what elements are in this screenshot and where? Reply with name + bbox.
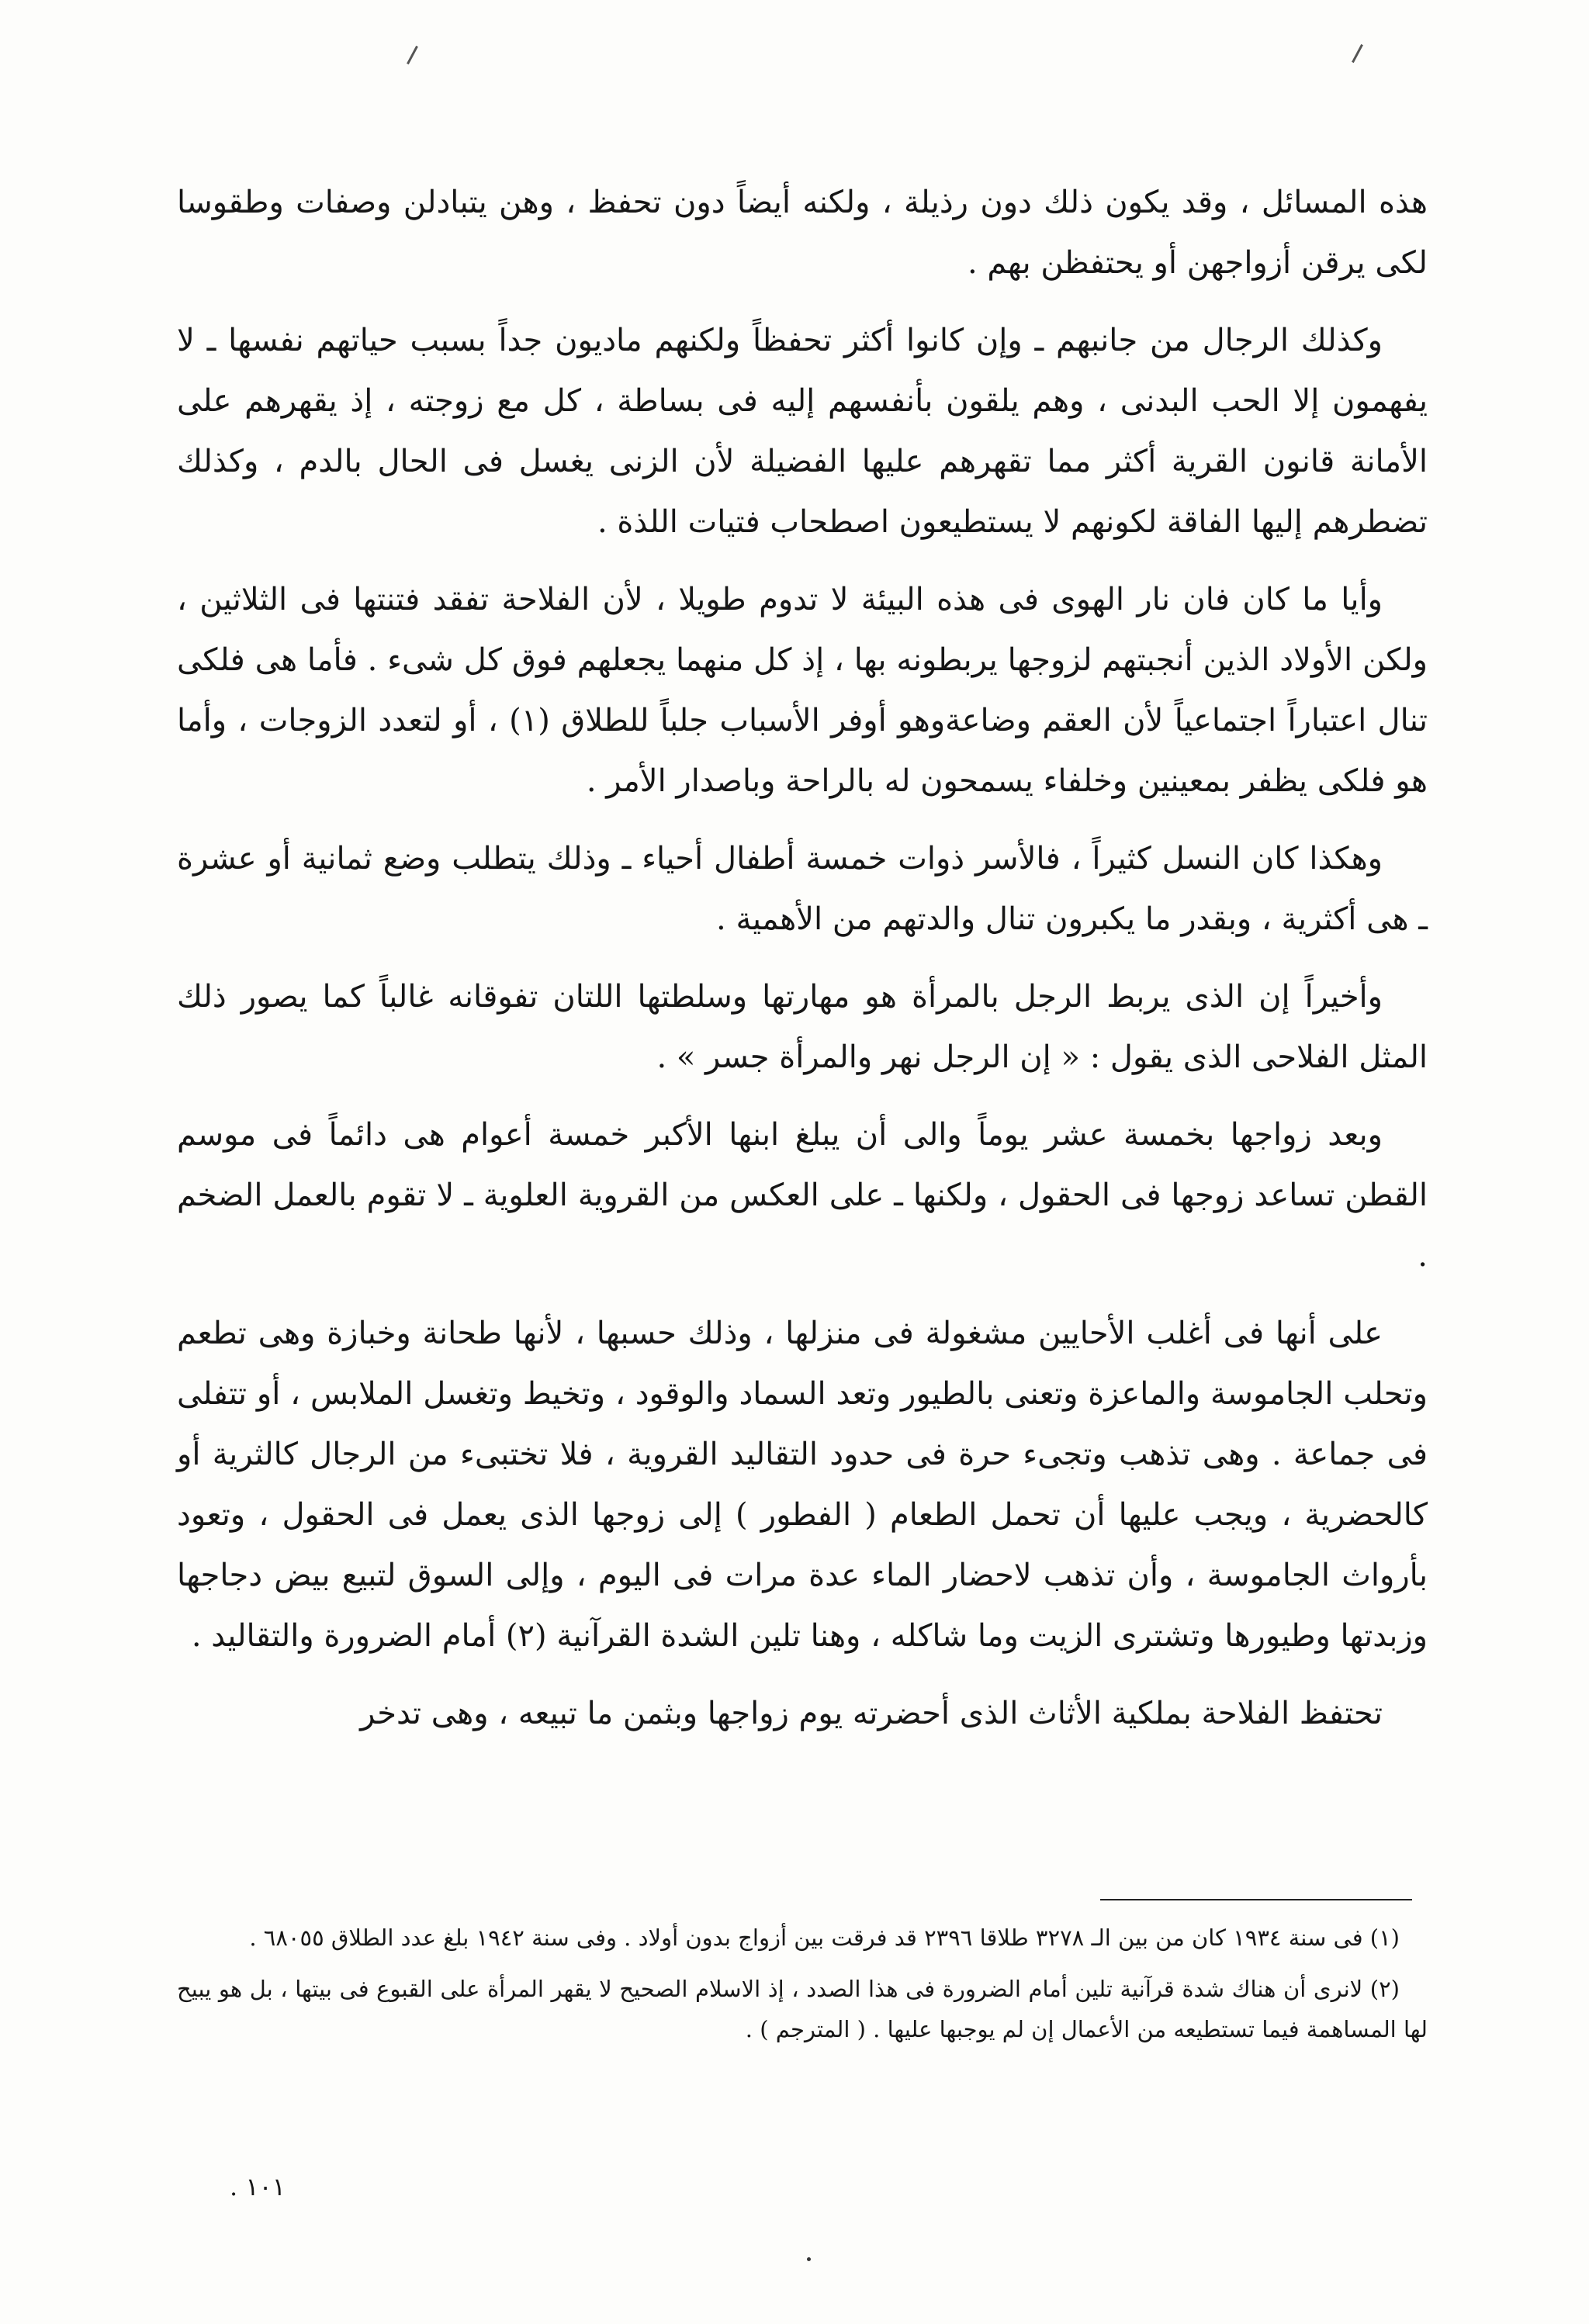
paragraph: وكذلك الرجال من جانبهم ـ وإن كانوا أكثر تحفظاً ولكنهم ماديون جداً بسبب حياتهم نفسها ـ لا يفهمون إلا الحب البدنى ، وهم يلقون بأنفسهم إليه فى بساطة ، كل مع زوجته ، إذ يقهرهم على الأمانة قانون القرية أكثر مما تقهرهم عليها الفضيلة لأن الزنى يغسل فى الحال بالدم ، وكذلك تضطرهم إليها الفاقة لكونهم لا يستطيعون اصطحاب فتيات اللذة . (177, 323, 1428, 540)
footnote: (٢) لانرى أن هناك شدة قرآنية تلين أمام الضرورة فى هذا الصدد ، إذ الاسلام الصحيح لا يقهر المرأة على القبوع فى بيتها ، بل هو يبيح لها المساهمة فيما تستطيعه من الأعمال إن لم يوجبها عليها . ( المترجم ) . (177, 1976, 1428, 2042)
paragraph: وهكذا كان النسل كثيراً ، فالأسر ذوات خمسة أطفال أحياء ـ وذلك يتطلب وضع ثمانية أو عشرة ـ هى أكثرية ، وبقدر ما يكبرون تنال والدتهم من الأهمية . (177, 841, 1428, 937)
paragraph: وأخيراً إن الذى يربط الرجل بالمرأة هو مهارتها وسلطتها اللتان تفوقانه غالباً كما يصور ذلك المثل الفلاحى الذى يقول : « إن الرجل نهر والمرأة جسر » . (177, 979, 1428, 1075)
paragraph: على أنها فى أغلب الأحايين مشغولة فى منزلها ، وذلك حسبها ، لأنها طحانة وخبازة وهى تطعم وتحلب الجاموسة والماعزة وتعنى بالطيور وتعد السماد والوقود ، وتخيط وتغسل الملابس ، أو تتفلى فى جماعة . وهى تذهب وتجىء حرة فى حدود التقاليد القروية ، فلا تختبىء من الرجال كالثرية أو كالحضرية ، ويجب عليها أن تحمل الطعام ( الفطور ) إلى زوجها الذى يعمل فى الحقول ، وتعود بأرواث الجاموسة ، وأن تذهب لاحضار الماء عدة مرات فى اليوم ، وإلى السوق لتبيع بيض دجاجها وزبدتها وطيورها وتشترى الزيت وما شاكله ، وهنا تلين الشدة القرآنية (٢) أمام الضرورة والتقاليد . (177, 1316, 1428, 1654)
scan-mark-right (1352, 44, 1363, 63)
body-text (177, 172, 1428, 1761)
footnote: (١) فى سنة ١٩٣٤ كان من بين الـ ٣٢٧٨ طلاقا ٢٣٩٦ قد فرقت بين أزواج بدون أولاد . وفى سنة ١٩٤٢ بلغ عدد الطلاق ٦٨٠٥٥ . (249, 1925, 1400, 1951)
footnote-divider (1100, 1899, 1412, 1900)
scan-mark-left (407, 46, 418, 64)
page-number: ١٠١ . (230, 2172, 286, 2201)
scan-speck (807, 2257, 811, 2261)
paragraph: هذه المسائل ، وقد يكون ذلك دون رذيلة ، ولكنه أيضاً دون تحفظ ، وهن يتبادلن وصفات وطقوسا لكى يرقن أزواجهن أو يحتفظن بهم . (177, 185, 1428, 281)
paragraph: وأيا ما كان فان نار الهوى فى هذه البيئة لا تدوم طويلا ، لأن الفلاحة تفقد فتنتها فى الثلاثين ، ولكن الأولاد الذين أنجبتهم لزوجها يربطونه بها ، إذ كل منهما يجعلهم فوق كل شىء . فأما هى فلكى تنال اعتباراً اجتماعياً لأن العقم وضاعةوهو أوفر الأسباب جلباً للطلاق (١) ، أو لتعدد الزوجات ، وأما هو فلكى يظفر بمعينين وخلفاء يسمحون له بالراحة وباصدار الأمر . (177, 582, 1428, 799)
paragraph: وبعد زواجها بخمسة عشر يوماً والى أن يبلغ ابنها الأكبر خمسة أعوام هى دائماً فى موسم القطن تساعد زوجها فى الحقول ، ولكنها ـ على العكس من القروية العلوية ـ لا تقوم بالعمل الضخم . (177, 1117, 1428, 1274)
paragraph: تحتفظ الفلاحة بملكية الأثاث الذى أحضرته يوم زواجها وبثمن ما تبيعه ، وهى تدخر (360, 1696, 1383, 1731)
footnotes (177, 1918, 1428, 2060)
